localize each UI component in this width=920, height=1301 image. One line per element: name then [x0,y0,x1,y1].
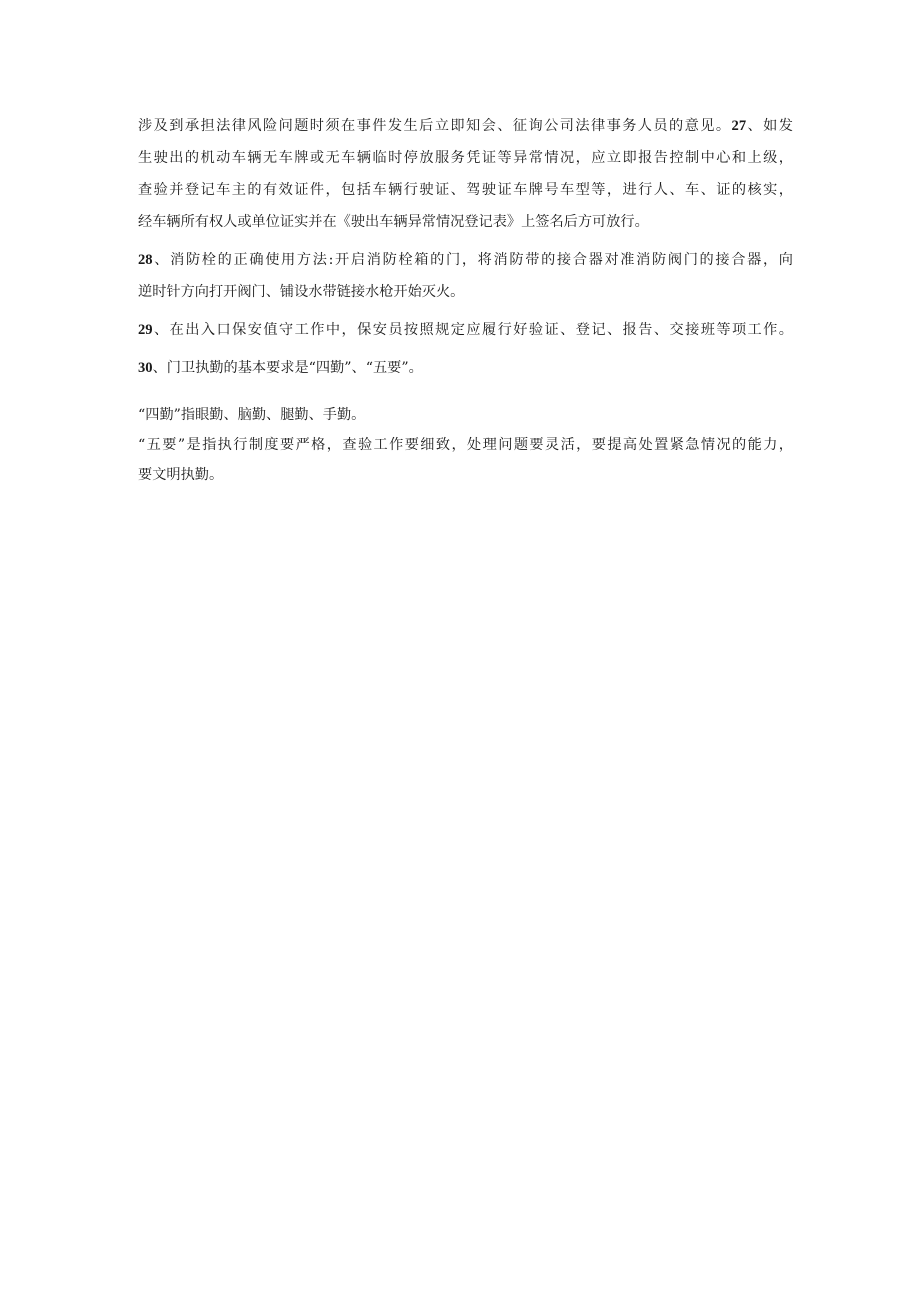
item-30-number: 30 [138,360,153,376]
item-27-line-1 [138,110,793,142]
item-27-line-2: 生驶出的机动车辆无车牌或无车辆临时停放服务凭证等异常情况，应立即报告控制中心和上级， [138,150,793,166]
item-27-line-4: 经车辆所有权人或单位证实并在《驶出车辆异常情况登记表》上签名后方可放行。 [138,214,649,230]
wuyao-definition-line-2: 要文明执勤。 [138,467,224,483]
spacer [138,384,793,400]
item-28-number: 28 [138,252,153,268]
item-28-line-2: 逆时针方向打开阀门、铺设水带链接水枪开始灭火。 [138,284,465,300]
item-27-line-3: 查验并登记车主的有效证件，包括车辆行驶证、驾驶证车牌号车型等，进行人、车、证的核实， [138,182,793,198]
item-27-number: 27 [731,118,747,134]
item-30-line-1-text: 、门卫执勤的基本要求是“四勤”、“五要”。 [152,360,423,376]
item-28-line-1 [138,244,793,276]
item-30-line-1 [138,352,793,384]
item-27-line-1-text: 涉及到承担法律风险问题时须在事件发生后立即知会、征询公司法律事务人员的意见。 [138,118,732,134]
item-29-line-1-text: 、在出入口保安值守工作中，保安员按照规定应履行好验证、登记、报告、交接班等项工作。 [152,322,793,338]
item-28-line-1-text: 、消防栓的正确使用方法:开启消防栓箱的门，将消防带的接合器对准消防阀门的接合器，向 [152,252,793,268]
item-29-line-1 [138,314,793,346]
item-29-number: 29 [138,322,153,338]
item-27-line-1-tail: 、如发 [746,118,793,134]
wuyao-definition-line-1: “五要”是指执行制度要严格，查验工作要细致，处理问题要灵活，要提高处置紧急情况的能力， [138,437,793,453]
siqin-definition: “四勤”指眼勤、脑勤、腿勤、手勤。 [138,407,366,423]
document-body [138,110,793,490]
